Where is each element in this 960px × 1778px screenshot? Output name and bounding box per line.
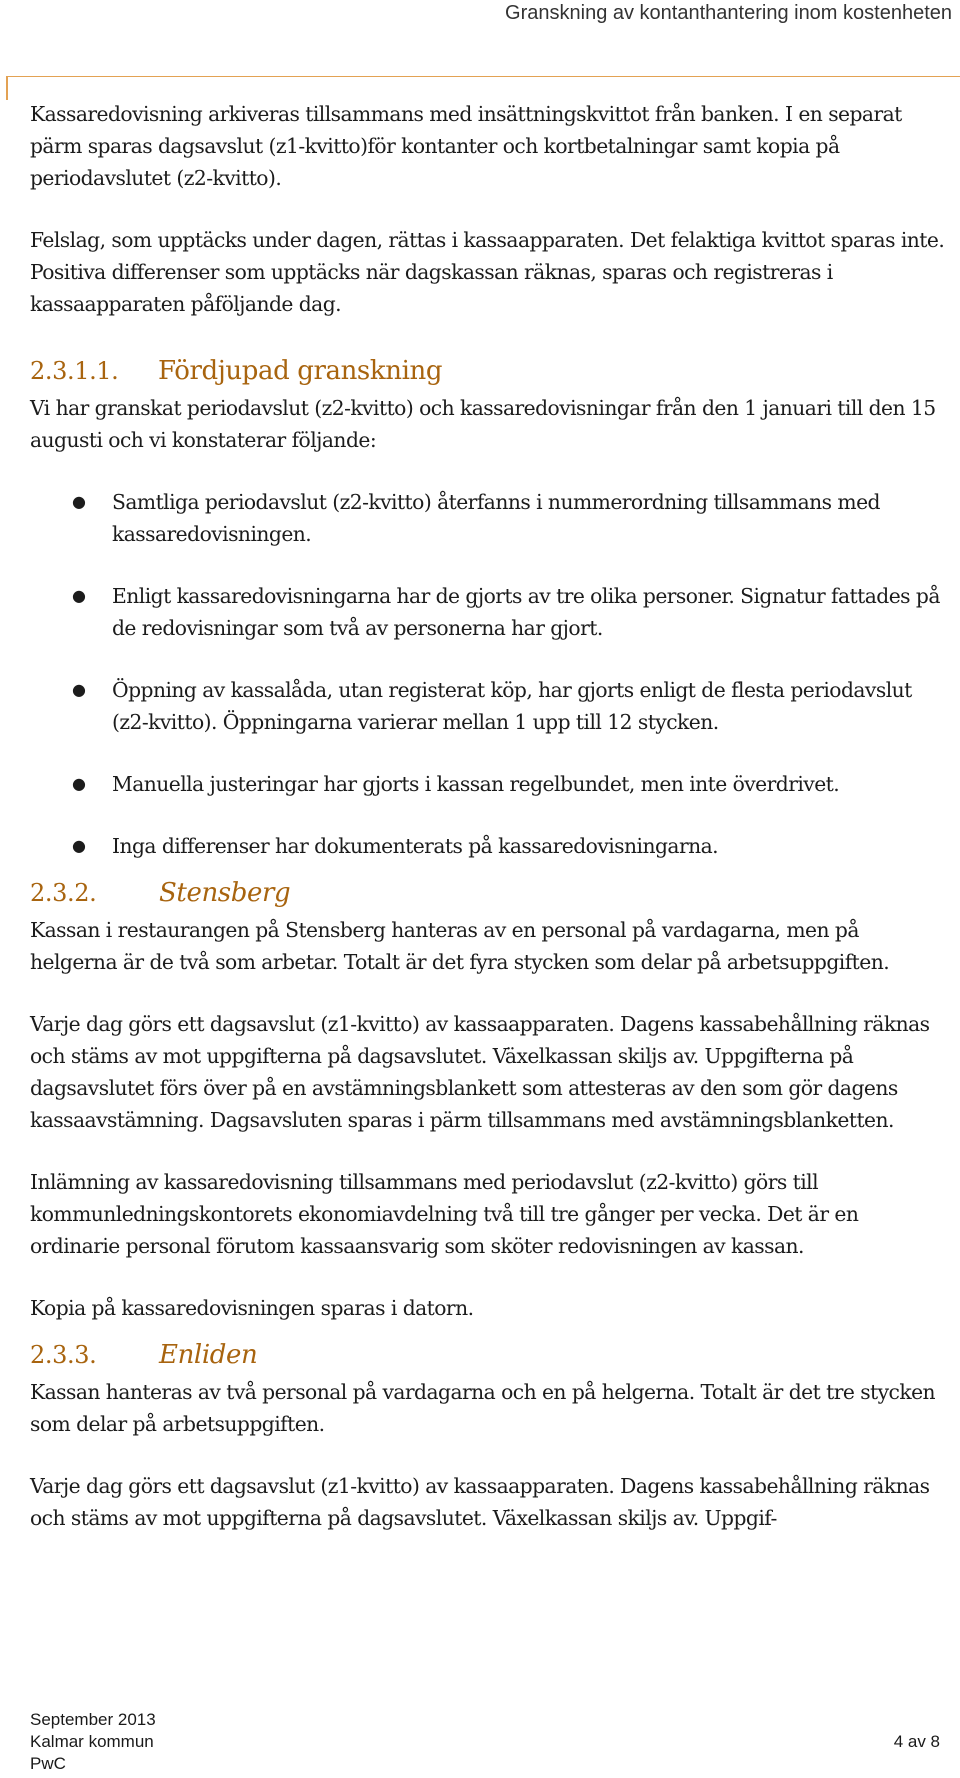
paragraph-stensberg-submission: Inlämning av kassaredovisning tillsammans med periodavslut (z2-kvitto) görs till kommunledningskontorets ekonomiavdelning två till tre gånger per vecka. Det är en ordinarie personal förutom kassaansvarig som sköter redovisningen av kassan. <box>30 1170 859 1258</box>
heading-title: Stensberg <box>159 878 291 908</box>
findings-list <box>30 486 950 862</box>
heading-enliden <box>30 1334 950 1376</box>
header-title: Granskning av kontanthantering inom kostenheten <box>505 2 952 24</box>
heading-title: Fördjupad granskning <box>158 356 443 386</box>
paragraph-stensberg-daily: Varje dag görs ett dagsavslut (z1-kvitto) av kassaapparaten. Dagens kassabehållning räknas och stäms av mot uppgifterna på dagsavslutet. Växelkassan skiljs av. Uppgifterna på dagsavslutet förs över på en avstämningsblankett som attesteras av den som gör dagens kassaavstämning. Dagsavsluten sparas i pärm tillsammans med avstämningsblanketten. <box>30 1012 930 1132</box>
bullet-icon: ● <box>72 586 86 605</box>
heading-fordjupad-granskning <box>30 350 950 392</box>
bullet-icon: ● <box>72 492 86 511</box>
page-header <box>0 0 960 34</box>
bullet-icon: ● <box>72 836 86 855</box>
page-number: 4 av 8 <box>893 1732 940 1751</box>
heading-number: 2.3.2. <box>30 879 97 907</box>
paragraph-stensberg-staff: Kassan i restaurangen på Stensberg hanteras av en personal på vardagarna, men på helgerna är de två som arbetar. Totalt är det fyra stycken som delar på arbetsuppgiften. <box>30 918 890 974</box>
list-item: ● Manuella justeringar har gjorts i kassan regelbundet, men inte överdrivet. <box>30 768 950 800</box>
list-item: ● Inga differenser har dokumenterats på kassaredovisningarna. <box>30 830 950 862</box>
footer-organization: Kalmar kommun <box>30 1732 154 1751</box>
heading-number: 2.3.1.1. <box>30 357 119 385</box>
footer-date: September 2013 <box>30 1710 156 1729</box>
paragraph-errors: Felslag, som upptäcks under dagen, rättas i kassaapparaten. Det felaktiga kvittot sparas inte. Positiva differenser som upptäcks när dagskassan räknas, sparas och registreras i kassaapparaten påföljande dag. <box>30 228 945 316</box>
heading-title: Enliden <box>159 1340 258 1370</box>
heading-stensberg <box>30 872 950 914</box>
paragraph-stensberg-copy: Kopia på kassaredovisningen sparas i datorn. <box>30 1296 474 1320</box>
paragraph-review-intro: Vi har granskat periodavslut (z2-kvitto) och kassaredovisningar från den 1 januari till den 15 augusti och vi konstaterar följande: <box>30 396 936 452</box>
list-item: ● Öppning av kassalåda, utan registerat köp, har gjorts enligt de flesta periodavslut (z2-kvitto). Öppningarna varierar mellan 1 upp till 12 stycken. <box>30 674 950 738</box>
header-corner-mark <box>6 76 8 100</box>
header-rule <box>6 76 960 77</box>
footer-firm: PwC <box>30 1754 66 1773</box>
list-item: ● Samtliga periodavslut (z2-kvitto) återfanns i nummerordning tillsammans med kassaredovisningen. <box>30 486 950 550</box>
document-body <box>30 98 950 1534</box>
page-footer <box>30 1709 940 1775</box>
paragraph-enliden-staff: Kassan hanteras av två personal på vardagarna och en på helgerna. Totalt är det tre stycken som delar på arbetsuppgiften. <box>30 1380 936 1436</box>
bullet-icon: ● <box>72 774 86 793</box>
paragraph-archiving: Kassaredovisning arkiveras tillsammans med insättningskvittot från banken. I en separat pärm sparas dagsavslut (z1-kvitto)för kontanter och kortbetalningar samt kopia på periodavslutet (z2-kvitto). <box>30 102 902 190</box>
paragraph-enliden-daily: Varje dag görs ett dagsavslut (z1-kvitto) av kassaapparaten. Dagens kassabehållning räknas och stäms av mot uppgifterna på dagsavslutet. Växelkassan skiljs av. Uppgif- <box>30 1474 930 1530</box>
heading-number: 2.3.3. <box>30 1341 97 1369</box>
bullet-icon: ● <box>72 680 86 699</box>
list-item: ● Enligt kassaredovisningarna har de gjorts av tre olika personer. Signatur fattades på de redovisningar som två av personerna har gjort. <box>30 580 950 644</box>
